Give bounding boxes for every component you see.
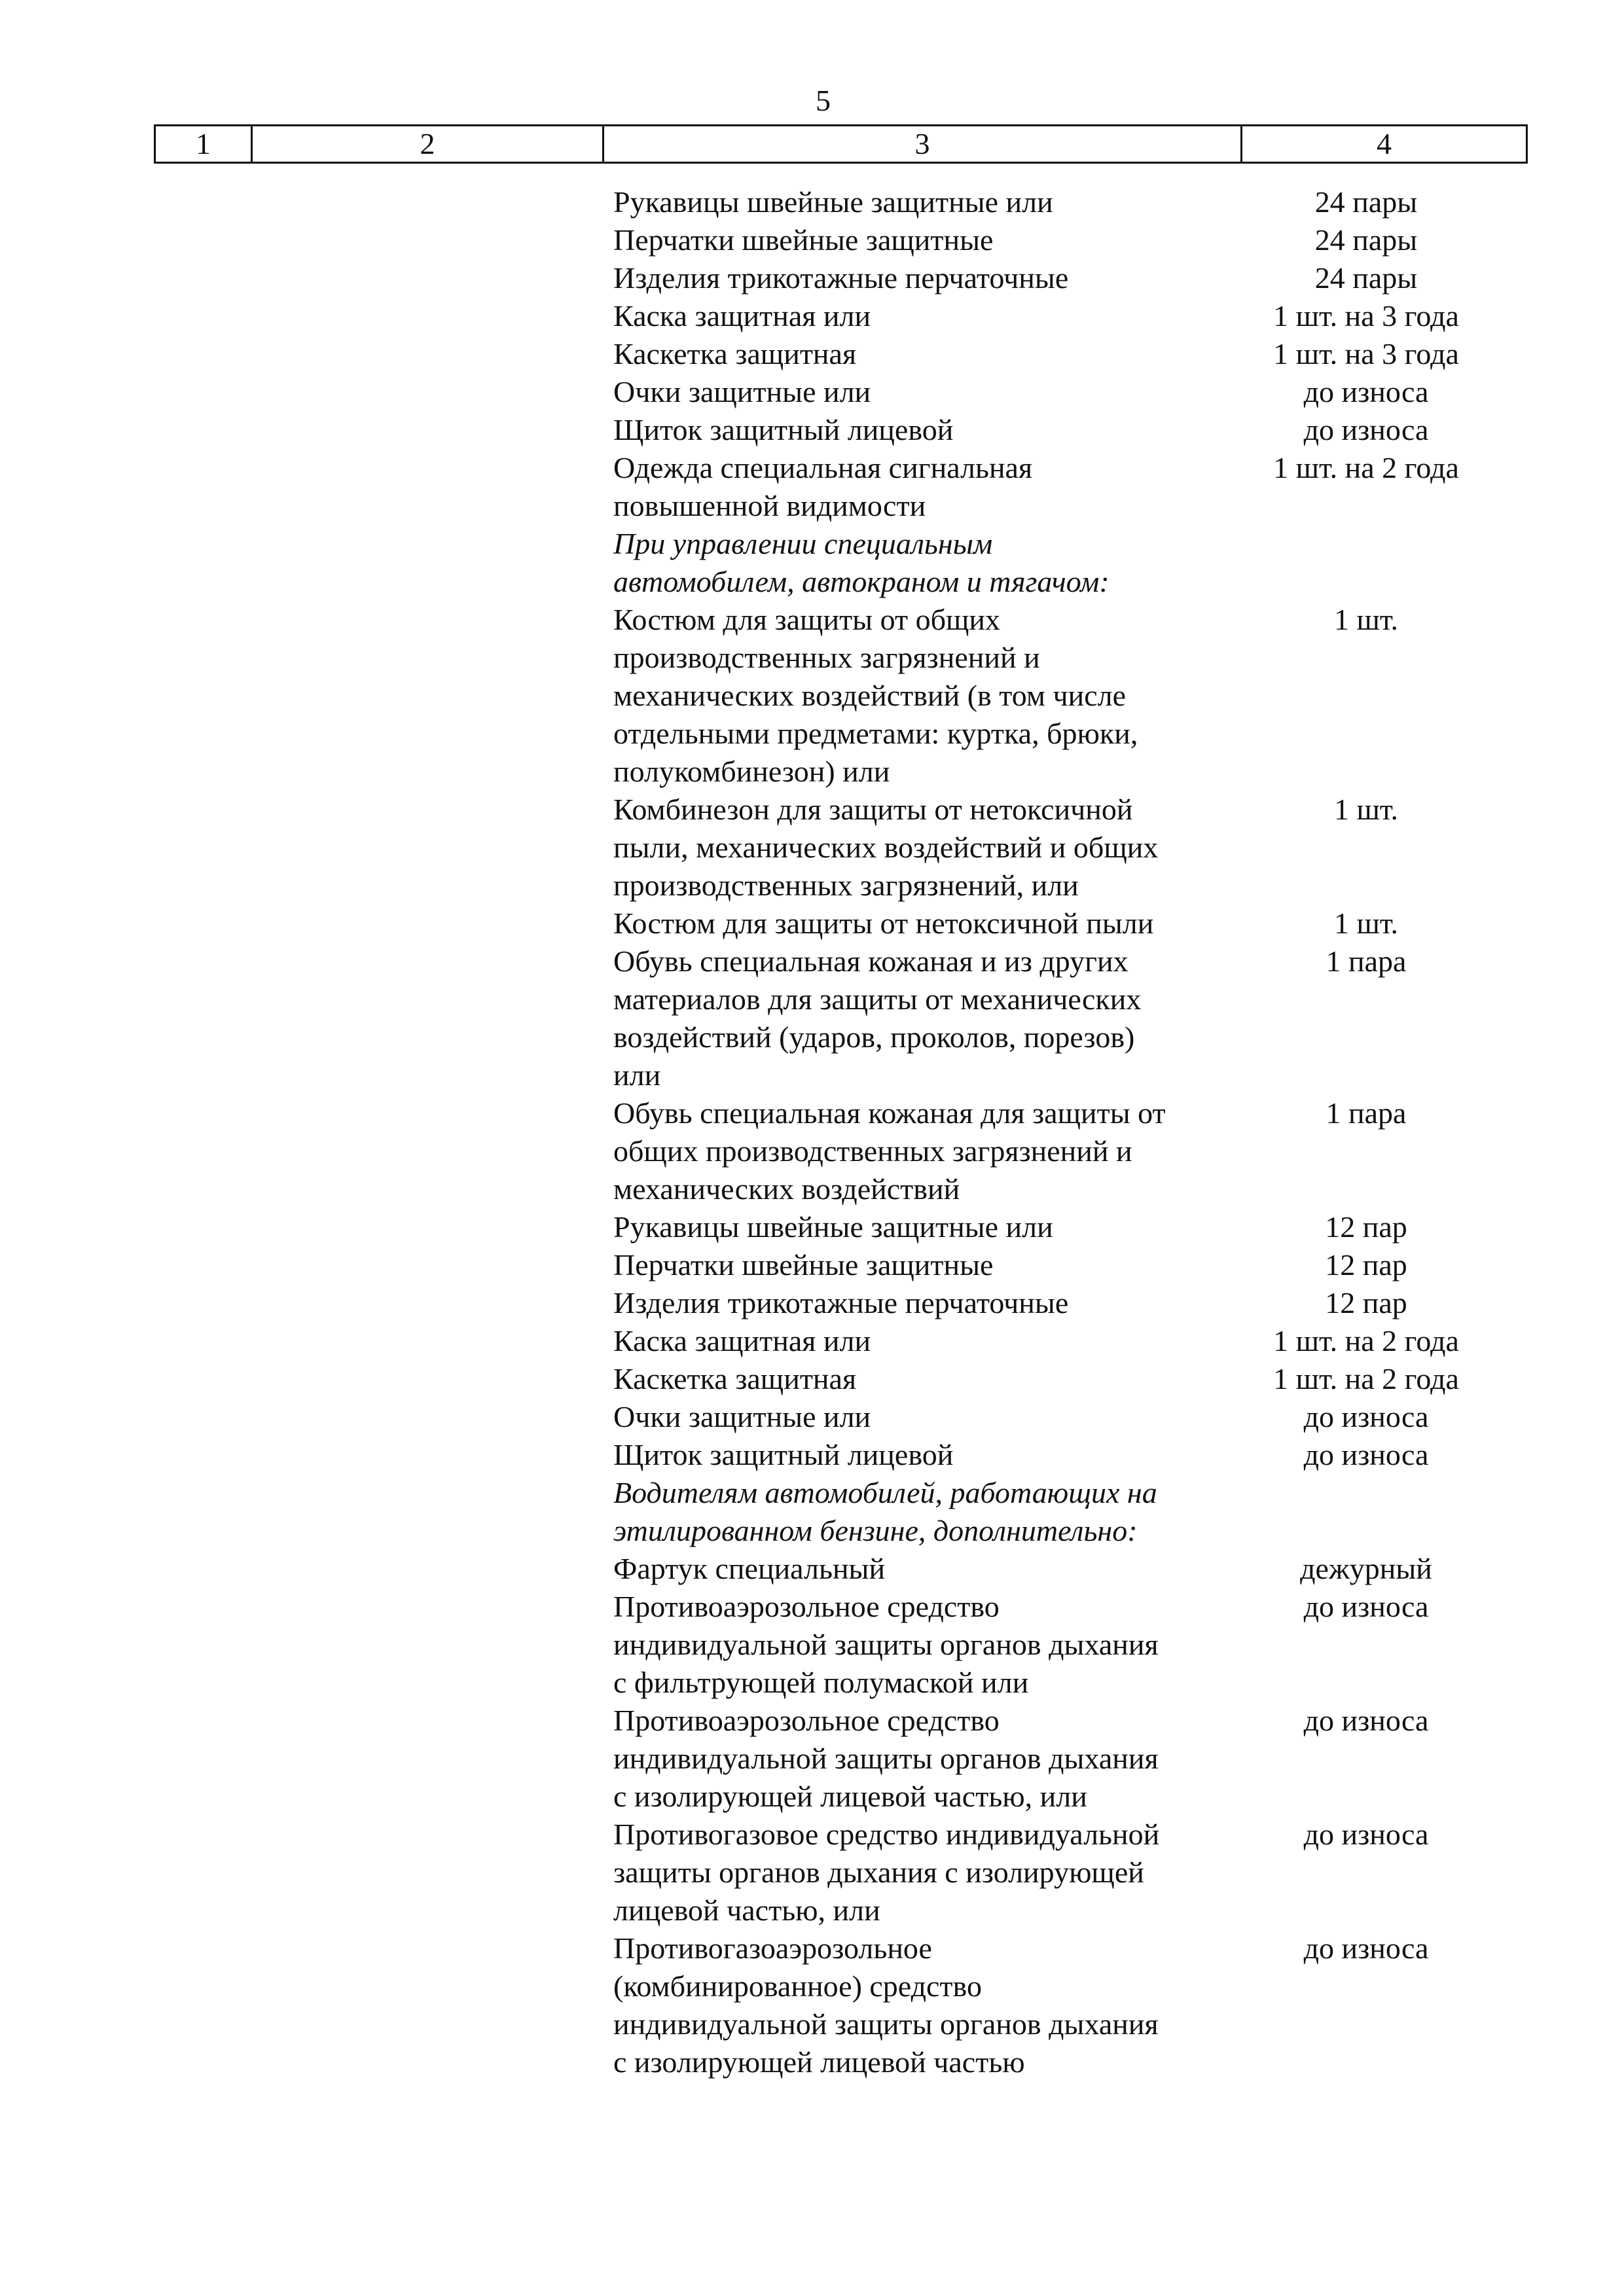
- table-row: [613, 1246, 1530, 1284]
- item-name: [613, 1550, 1229, 1588]
- item-name-line: Водителям автомобилей, работающих на: [613, 1476, 1157, 1509]
- item-quantity: 1 пара: [1326, 1096, 1407, 1130]
- item-name-line: Обувь специальная кожаная для защиты от: [613, 1096, 1166, 1130]
- item-name-line: автомобилем, автокраном и тягачом:: [613, 565, 1110, 598]
- item-name-line: Противоаэрозольное средство: [613, 1704, 1000, 1737]
- item-name-line: Каска защитная или: [613, 1324, 871, 1357]
- item-quantity: 24 пары: [1314, 185, 1418, 219]
- item-name: [613, 1208, 1229, 1246]
- item-name-line: этилированном бензине, дополнительно:: [613, 1514, 1138, 1547]
- table-row: [613, 183, 1530, 221]
- item-name-line: Комбинезон для защиты от нетоксичной: [613, 793, 1133, 826]
- item-name-line: защиты органов дыхания с изолирующей: [613, 1856, 1144, 1889]
- table-row: [613, 1816, 1530, 1929]
- item-quantity: до износа: [1303, 1931, 1429, 1965]
- table-row: [613, 411, 1530, 449]
- table-row: [613, 1094, 1530, 1208]
- item-name-line: Щиток защитный лицевой: [613, 1438, 954, 1471]
- item-quantity: 1 шт. на 2 года: [1273, 1324, 1459, 1357]
- item-quantity: до износа: [1303, 1704, 1429, 1737]
- table-body: [613, 183, 1530, 2081]
- item-name-line: Противогазовое средство индивидуальной: [613, 1818, 1160, 1851]
- item-name: [613, 259, 1229, 297]
- header-col-3: 3: [604, 126, 1242, 162]
- item-name: [613, 1398, 1229, 1436]
- item-quantity: 1 пара: [1326, 944, 1407, 978]
- item-name-line: Каска защитная или: [613, 299, 871, 332]
- item-name: [613, 221, 1229, 259]
- section-heading-row: [613, 525, 1530, 601]
- item-quantity: до износа: [1303, 375, 1429, 408]
- item-quantity: до износа: [1303, 1438, 1429, 1471]
- item-name-line: производственных загрязнений, или: [613, 869, 1079, 902]
- item-quantity: 1 шт. на 2 года: [1273, 1362, 1459, 1395]
- item-name-line: Каскетка защитная: [613, 1362, 857, 1395]
- header-col-2: 2: [253, 126, 604, 162]
- item-quantity: до износа: [1303, 1590, 1429, 1623]
- table-header: [154, 124, 1528, 164]
- item-name-line: Перчатки швейные защитные: [613, 1248, 994, 1282]
- item-quantity: до износа: [1303, 413, 1429, 446]
- item-quantity: 1 шт. на 2 года: [1273, 451, 1459, 484]
- item-name-line: с изолирующей лицевой частью: [613, 2045, 1025, 2079]
- item-name: [613, 1284, 1229, 1322]
- table-row: [613, 942, 1530, 1094]
- item-name-line: (комбинированное) средство: [613, 1969, 982, 2003]
- item-name: [613, 601, 1229, 791]
- item-name-line: Костюм для защиты от общих: [613, 603, 1001, 636]
- item-quantity: до износа: [1303, 1400, 1429, 1433]
- item-name: [613, 183, 1229, 221]
- item-name-line: отдельными предметами: куртка, брюки,: [613, 717, 1138, 750]
- item-name-line: Рукавицы швейные защитные или: [613, 1210, 1053, 1244]
- section-heading: [613, 525, 1229, 601]
- item-name-line: Очки защитные или: [613, 1400, 871, 1433]
- item-name-line: Очки защитные или: [613, 375, 871, 408]
- item-name-line: Костюм для защиты от нетоксичной пыли: [613, 906, 1154, 940]
- item-name-line: Щиток защитный лицевой: [613, 413, 954, 446]
- item-name: [613, 335, 1229, 373]
- item-name: [613, 1929, 1229, 2081]
- item-name-line: Перчатки швейные защитные: [613, 223, 994, 257]
- section-heading: [613, 1474, 1229, 1550]
- item-name-line: Противогазоаэрозольное: [613, 1931, 932, 1965]
- table-row: [613, 221, 1530, 259]
- item-name-line: механических воздействий (в том числе: [613, 679, 1127, 712]
- item-name: [613, 373, 1229, 411]
- item-name: [613, 1436, 1229, 1474]
- item-quantity: 24 пары: [1314, 223, 1418, 257]
- item-name-line: Изделия трикотажные перчаточные: [613, 261, 1069, 295]
- item-quantity: 12 пар: [1325, 1210, 1407, 1244]
- item-quantity: 1 шт. на 3 года: [1273, 299, 1459, 332]
- item-name-line: с фильтрующей полумаской или: [613, 1666, 1029, 1699]
- item-name: [613, 905, 1229, 942]
- item-name: [613, 1702, 1229, 1816]
- table-row: [613, 335, 1530, 373]
- item-name-line: Рукавицы швейные защитные или: [613, 185, 1053, 219]
- item-quantity: 1 шт.: [1333, 793, 1399, 826]
- item-name-line: механических воздействий: [613, 1172, 960, 1206]
- table-row: [613, 905, 1530, 942]
- table-row: [613, 449, 1530, 525]
- item-name-line: Фартук специальный: [613, 1552, 886, 1585]
- item-name-line: повышенной видимости: [613, 489, 926, 522]
- table-row: [613, 1929, 1530, 2081]
- item-name-line: пыли, механических воздействий и общих: [613, 831, 1159, 864]
- table-row: [613, 791, 1530, 905]
- item-name: [613, 791, 1229, 905]
- item-quantity: 12 пар: [1325, 1248, 1407, 1282]
- table-row: [613, 1322, 1530, 1360]
- item-quantity: 12 пар: [1325, 1286, 1407, 1319]
- table-row: [613, 1360, 1530, 1398]
- item-quantity: 24 пары: [1314, 261, 1418, 295]
- item-name-line: Одежда специальная сигнальная: [613, 451, 1033, 484]
- item-name-line: общих производственных загрязнений и: [613, 1134, 1132, 1168]
- item-name: [613, 411, 1229, 449]
- item-name: [613, 449, 1229, 525]
- item-name-line: Противоаэрозольное средство: [613, 1590, 1000, 1623]
- page-number-text: 5: [816, 84, 831, 117]
- item-name-line: Изделия трикотажные перчаточные: [613, 1286, 1069, 1319]
- item-name-line: полукомбинезон) или: [613, 755, 890, 788]
- header-col-4: 4: [1377, 127, 1392, 160]
- table-row: [613, 297, 1530, 335]
- item-name: [613, 1322, 1229, 1360]
- item-name-line: индивидуальной защиты органов дыхания: [613, 1742, 1159, 1775]
- item-name-line: материалов для защиты от механических: [613, 982, 1142, 1016]
- item-name-line: Каскетка защитная: [613, 337, 857, 370]
- item-name: [613, 297, 1229, 335]
- table-row: [613, 1398, 1530, 1436]
- item-name-line: или: [613, 1058, 661, 1092]
- item-name: [613, 1816, 1229, 1929]
- table-row: [613, 1702, 1530, 1816]
- table-row: [613, 259, 1530, 297]
- table-row: [613, 1588, 1530, 1702]
- table-row: [613, 601, 1530, 791]
- section-heading-row: [613, 1474, 1530, 1550]
- table-row: [613, 1436, 1530, 1474]
- item-name-line: производственных загрязнений и: [613, 641, 1040, 674]
- item-name-line: При управлении специальным: [613, 527, 993, 560]
- item-name-line: Обувь специальная кожаная и из других: [613, 944, 1128, 978]
- item-name: [613, 942, 1229, 1094]
- table-row: [613, 373, 1530, 411]
- item-name-line: воздействий (ударов, проколов, порезов): [613, 1020, 1135, 1054]
- item-name: [613, 1094, 1229, 1208]
- item-quantity: 1 шт.: [1333, 603, 1399, 636]
- header-col-1: 1: [156, 126, 253, 162]
- item-name-line: индивидуальной защиты органов дыхания: [613, 2007, 1159, 2041]
- table-row: [613, 1284, 1530, 1322]
- item-quantity: до износа: [1303, 1818, 1429, 1851]
- item-quantity: 1 шт. на 3 года: [1273, 337, 1459, 370]
- item-quantity: 1 шт.: [1333, 906, 1399, 940]
- item-name: [613, 1588, 1229, 1702]
- item-name: [613, 1360, 1229, 1398]
- item-name-line: индивидуальной защиты органов дыхания: [613, 1628, 1159, 1661]
- item-name-line: лицевой частью, или: [613, 1893, 880, 1927]
- item-name-line: с изолирующей лицевой частью, или: [613, 1780, 1087, 1813]
- item-quantity: дежурный: [1300, 1552, 1432, 1585]
- table-row: [613, 1208, 1530, 1246]
- item-name: [613, 1246, 1229, 1284]
- table-row: [613, 1550, 1530, 1588]
